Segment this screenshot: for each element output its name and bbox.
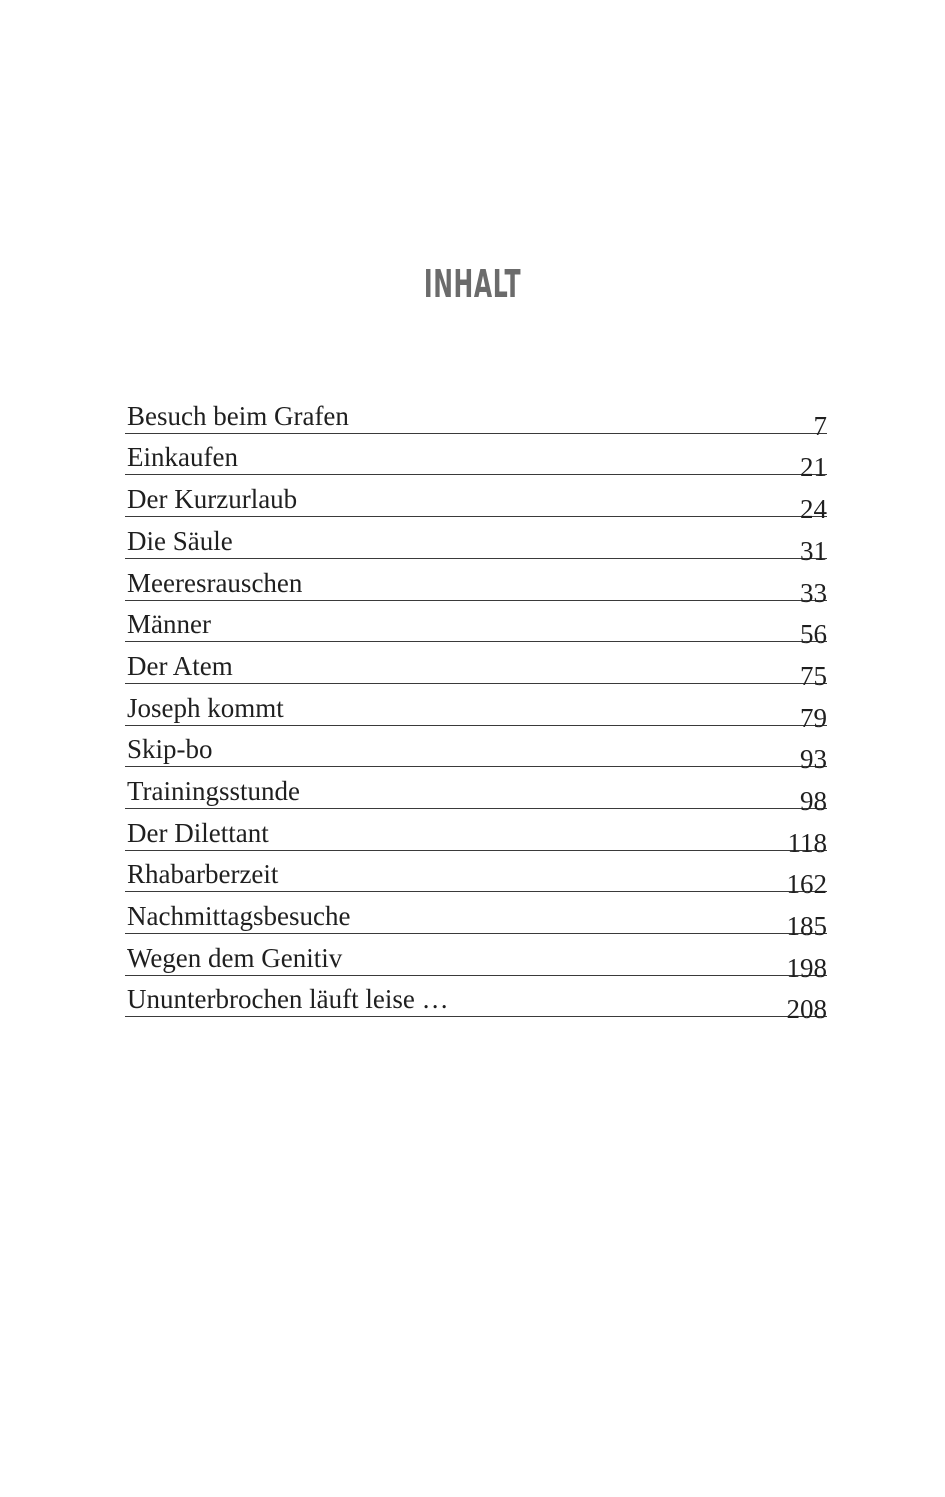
toc-entry-page: 118 — [787, 827, 827, 858]
toc-entry-title: Der Atem — [127, 650, 233, 681]
toc-entry-page: 75 — [800, 660, 827, 691]
toc-entry-page: 162 — [786, 869, 827, 900]
toc-entry-title: Einkaufen — [127, 442, 238, 473]
toc-entry — [125, 935, 827, 983]
toc-entry-page: 56 — [800, 619, 827, 650]
toc-entry-title: Männer — [127, 609, 211, 640]
toc-entry-page: 24 — [800, 494, 827, 525]
toc-entry-title: Der Kurzurlaub — [127, 484, 298, 515]
toc-entry-title: Besuch beim Grafen — [127, 400, 349, 431]
toc-entry-page: 7 — [813, 410, 827, 441]
toc-entry-title: Joseph kommt — [127, 692, 284, 723]
table-of-contents — [125, 393, 827, 1025]
toc-entry-title: Trainingsstunde — [127, 775, 301, 806]
toc-entry-page: 208 — [786, 994, 827, 1025]
toc-entry — [125, 727, 827, 775]
toc-entry — [125, 518, 827, 566]
toc-entry-title: Meeresrauschen — [127, 567, 303, 598]
toc-entry — [125, 685, 827, 733]
toc-entry-title: Skip-bo — [127, 734, 213, 765]
toc-entry-page: 33 — [800, 577, 827, 608]
toc-entry-title: Nachmittagsbesuche — [127, 901, 351, 932]
toc-entry — [125, 852, 827, 900]
toc-entry — [125, 977, 827, 1025]
toc-entry — [125, 393, 827, 441]
toc-entry — [125, 643, 827, 691]
toc-entry — [125, 476, 827, 525]
toc-entry — [125, 435, 827, 483]
toc-entry-title: Wegen dem Genitiv — [127, 942, 343, 973]
toc-entry — [125, 768, 827, 816]
toc-entry-title: Der Dilettant — [127, 817, 269, 848]
toc-entry-page: 79 — [800, 702, 827, 733]
toc-entry-title: Die Säule — [127, 525, 233, 556]
toc-entry — [125, 893, 827, 942]
toc-entry-page: 93 — [800, 744, 827, 775]
toc-entry-page: 98 — [800, 785, 827, 816]
toc-entry — [125, 810, 827, 858]
toc-entry-title: Rhabarberzeit — [127, 859, 279, 890]
toc-entry-page: 31 — [800, 535, 827, 566]
contents-heading: INHALT — [423, 262, 522, 306]
toc-entry-page: 185 — [786, 911, 827, 942]
toc-entry — [125, 601, 827, 650]
toc-entry-title: Ununterbrochen läuft leise … — [127, 984, 449, 1015]
toc-entry-page: 198 — [786, 952, 827, 983]
toc-entry-page: 21 — [800, 452, 827, 483]
toc-entry — [125, 560, 827, 608]
